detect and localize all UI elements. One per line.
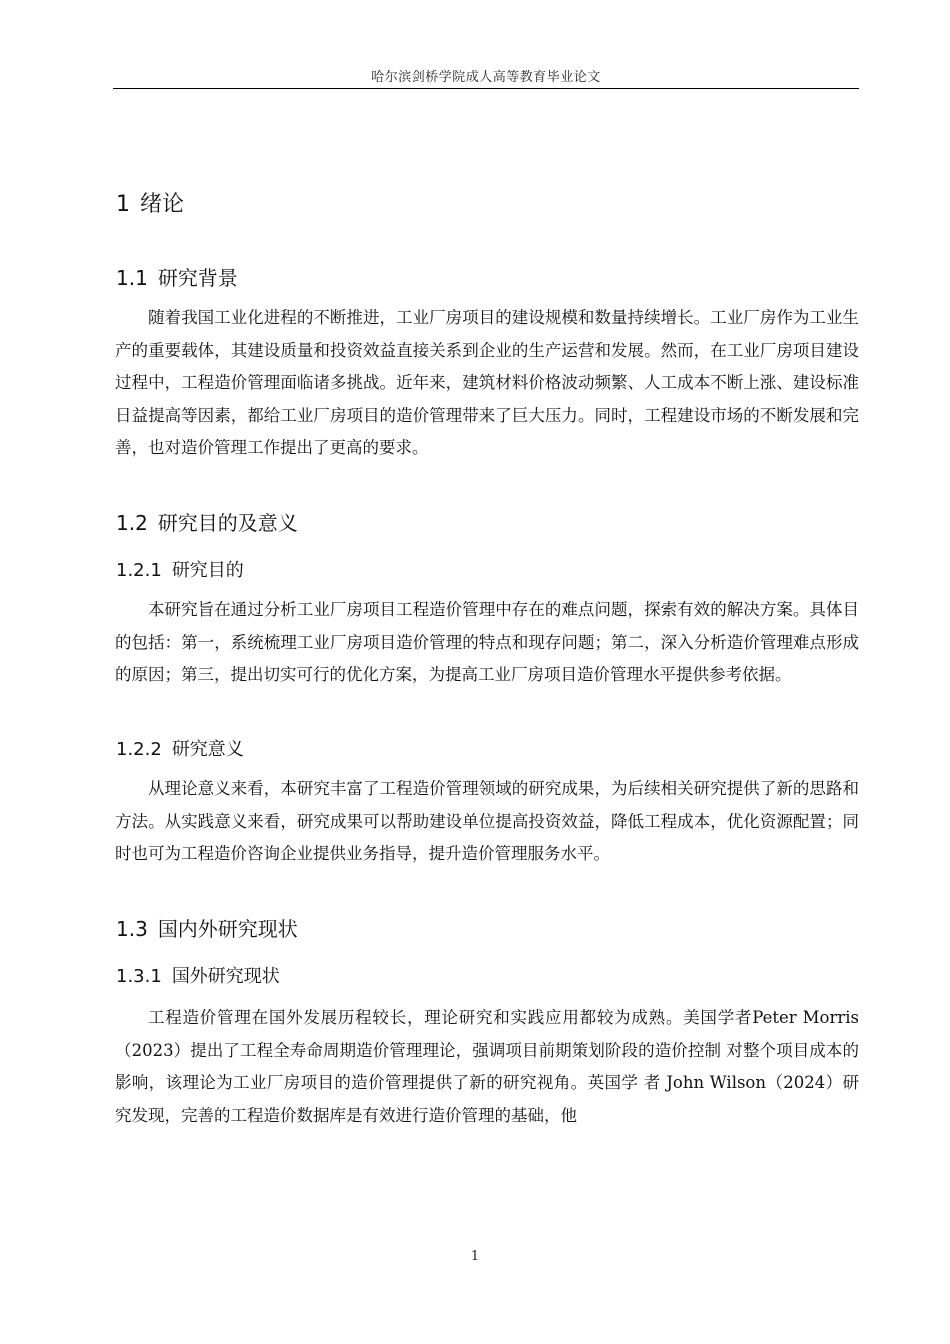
section-title: 国内外研究现状 [157,917,298,941]
subsection-heading-purpose [116,556,244,582]
subsection-title: 国外研究现状 [171,966,280,987]
section-title: 研究目的及意义 [157,511,298,535]
section-number: 1.3 [116,917,148,941]
section-heading-purpose-significance [116,507,298,536]
page-header: 哈尔滨剑桥学院成人高等教育毕业论文 [371,70,601,85]
header-divider [113,88,859,89]
chapter-title [116,187,184,218]
paragraph-significance: 从理论意义来看，本研究丰富了工程造价管理领域的研究成果，为后续相关研究提供了新的思路和方法。从实践意义来看，研究成果可以帮助建设单位提高投资效益，降低工程成本，优化资源配置；同时也可为工程造价咨询企业提供业务指导，提升造价管理服务水平。 [115,779,859,863]
paragraph-foreign-status: 工程造价管理在国外发展历程较长，理论研究和实践应用都较为成熟。美国学者Peter Morris（2023）提出了工程全寿命周期造价管理理论，强调项目前期策划阶段的造价控制 对整个项目成本的影响，该理论为工业厂房项目的造价管理提供了新的研究视角。英国学 者 John Wilson（2024）研究发现，完善的工程造价数据库是有效进行造价管理的基础，他 [115,1008,859,1125]
chapter-number: 1 [116,192,130,217]
page-number: 1 [470,1249,480,1264]
subsection-heading-significance [116,735,244,761]
paragraph-background: 随着我国工业化进程的不断推进，工业厂房项目的建设规模和数量持续增长。工业厂房作为工业生产的重要载体，其建设质量和投资效益直接关系到企业的生产运营和发展。然而，在工业厂房项目建设过程中，工程造价管理面临诸多挑战。近年来，建筑材料价格波动频繁、人工成本不断上涨、建设标准日益提高等因素，都给工业厂房项目的造价管理带来了巨大压力。同时，工程建设市场的不断发展和完善，也对造价管理工作提出了更高的要求。 [115,308,859,457]
section-heading-research-status [116,913,298,942]
section-number: 1.1 [116,266,148,290]
paragraph-purpose: 本研究旨在通过分析工业厂房项目工程造价管理中存在的难点问题，探索有效的解决方案。具体目的包括：第一，系统梳理工业厂房项目造价管理的特点和现存问题；第二，深入分析造价管理难点形成的原因；第三，提出切实可行的优化方案，为提高工业厂房项目造价管理水平提供参考依据。 [115,600,859,684]
section-number: 1.2 [116,511,148,535]
section-title: 研究背景 [157,266,238,290]
section-heading-background [116,262,238,291]
subsection-number: 1.2.1 [116,560,162,581]
chapter-title-text: 绪论 [140,192,185,217]
subsection-number: 1.3.1 [116,966,162,987]
subsection-heading-foreign-status [116,962,280,988]
subsection-number: 1.2.2 [116,739,162,760]
subsection-title: 研究目的 [171,560,244,581]
subsection-title: 研究意义 [171,739,244,760]
